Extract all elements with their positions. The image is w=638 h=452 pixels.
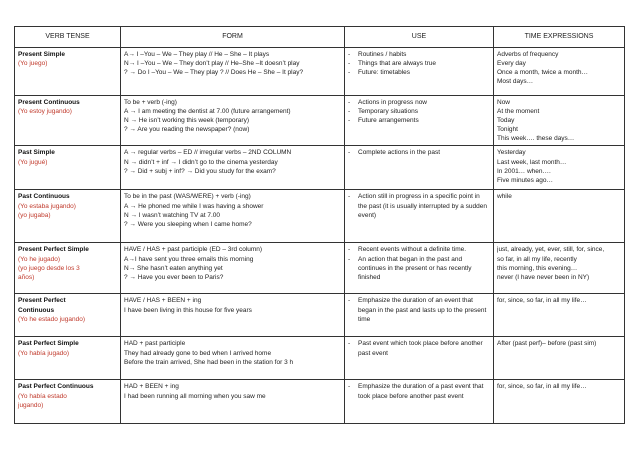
form-line: HAD + BEEN + ing	[124, 383, 179, 391]
form-line: ? → Did + subj + inf? → Did you study for the exam?	[124, 167, 276, 175]
form-line: Before the train arrived, She had been in the station for 3 h	[124, 358, 294, 366]
bullet-dash: -	[348, 69, 351, 77]
tense-cell	[15, 48, 121, 96]
use-cell	[345, 190, 494, 243]
table-row	[15, 96, 625, 146]
header-form: FORM	[121, 27, 345, 48]
form-line: ? → Are you reading the newspaper? (now)	[124, 126, 250, 134]
use-item	[348, 50, 490, 59]
use-text: Recent events without a definite time.	[358, 246, 467, 254]
tense-name: Continuous	[18, 306, 55, 314]
time-line: Most days…	[497, 78, 534, 86]
form-line: A → regular verbs – ED // irregular verbs – 2ND COLUMN	[124, 149, 292, 157]
form-line: To be + verb (-ing)	[124, 99, 177, 106]
form-cell	[121, 243, 345, 294]
form-line: N → I wasn’t watching TV at 7.00	[124, 211, 220, 219]
tense-spanish: jugando)	[18, 401, 44, 409]
form-line: HAVE / HAS + BEEN + ing	[124, 297, 202, 305]
time-line: for, since, so far, in all my life…	[497, 297, 587, 305]
table-row	[15, 337, 625, 380]
tense-spanish: (Yo había estado	[18, 392, 67, 400]
time-expressions-cell	[494, 190, 625, 243]
table-row	[15, 48, 625, 96]
form-line: A→ I –You – We – They play // He – She – It plays	[124, 51, 270, 58]
tense-spanish: (Yo estoy jugando)	[18, 108, 72, 116]
tense-cell	[15, 243, 121, 294]
tense-spanish: (Yo jugué)	[18, 158, 48, 166]
verb-tense-table	[14, 26, 625, 424]
form-line: HAVE / HAS + past participle (ED – 3rd column)	[124, 246, 263, 254]
time-line: Now	[497, 99, 511, 106]
time-line: never (I have never been in NY)	[497, 273, 590, 281]
use-text: Past event which took place before another past event	[358, 340, 483, 357]
time-line: After (past perf)– before (past sim)	[497, 340, 597, 348]
table-row	[15, 190, 625, 243]
form-line: They had already gone to bed when I arrived home	[124, 349, 272, 357]
tense-spanish: (yo jugaba)	[18, 211, 51, 219]
use-text: Complete actions in the past	[358, 149, 441, 157]
tense-spanish: (Yo he jugado)	[18, 255, 61, 263]
use-item	[348, 116, 490, 125]
time-line: This week…. these days…	[497, 135, 575, 143]
use-text: Emphasize the duration of an event that began in the past and lasts up to the present time	[358, 297, 487, 323]
tense-spanish: (Yo estaba jugando)	[18, 202, 76, 210]
time-line: At the moment	[497, 108, 540, 116]
tense-name: Past Continuous	[18, 193, 70, 201]
use-item	[348, 339, 490, 357]
time-line: Today	[497, 117, 515, 125]
tense-name: Past Perfect Simple	[18, 340, 79, 348]
form-line: A → He phoned me while I was having a shower	[124, 202, 264, 210]
use-text: Action still in progress in a specific point in the past (it is usually interrupted by a sudden event)	[358, 193, 487, 219]
use-item	[348, 255, 490, 282]
form-line: N → He isn’t working this week (temporary)	[124, 117, 249, 125]
tense-cell	[15, 294, 121, 337]
use-item	[348, 59, 490, 68]
use-cell	[345, 337, 494, 380]
bullet-dash: -	[348, 99, 351, 106]
time-line: so far, in all my life, recently	[497, 255, 577, 263]
form-line: HAD + past participle	[124, 340, 186, 348]
form-line: ? → Do I –You – We – They play ? // Does He – She – It play?	[124, 69, 304, 77]
time-line: this morning, this evening…	[497, 264, 578, 272]
form-cell	[121, 337, 345, 380]
tense-cell	[15, 190, 121, 243]
bullet-dash: -	[348, 193, 351, 201]
time-expressions-cell	[494, 294, 625, 337]
use-cell	[345, 146, 494, 190]
header-use: USE	[345, 27, 494, 48]
form-line: N→ She hasn’t eaten anything yet	[124, 264, 223, 272]
tense-spanish: años)	[18, 273, 35, 281]
header-verb-tense: VERB TENSE	[15, 27, 121, 48]
verb-tense-table-container	[14, 26, 624, 424]
time-line: for, since, so far, in all my life…	[497, 383, 587, 391]
bullet-dash: -	[348, 297, 351, 305]
use-cell	[345, 380, 494, 424]
tense-cell	[15, 380, 121, 424]
table-row	[15, 146, 625, 190]
bullet-dash: -	[348, 108, 351, 116]
table-row	[15, 380, 625, 424]
use-text: Things that are always true	[358, 60, 437, 68]
table-row	[15, 294, 625, 337]
bullet-dash: -	[348, 246, 351, 254]
table-row	[15, 243, 625, 294]
form-line: To be in the past (WAS/WERE) + verb (-ing)	[124, 193, 251, 201]
time-line: Every day	[497, 60, 526, 68]
use-cell	[345, 48, 494, 96]
form-cell	[121, 96, 345, 146]
time-line: while	[497, 193, 512, 201]
bullet-dash: -	[348, 51, 351, 58]
use-item	[348, 107, 490, 116]
tense-name: Present Perfect	[18, 297, 66, 305]
use-text: Future: timetables	[358, 69, 411, 77]
bullet-dash: -	[348, 383, 351, 391]
tense-spanish: (Yo juego)	[18, 60, 48, 68]
tense-spanish: (yo juego desde los 3	[18, 264, 80, 272]
form-line: I had been running all morning when you saw me	[124, 392, 266, 400]
use-text: Routines / habits	[358, 51, 407, 58]
time-line: Tonight	[497, 126, 518, 134]
form-cell	[121, 146, 345, 190]
tense-spanish: (Yo había jugado)	[18, 349, 70, 357]
tense-cell	[15, 337, 121, 380]
bullet-dash: -	[348, 149, 351, 157]
use-cell	[345, 96, 494, 146]
time-line: Last week, last month…	[497, 158, 567, 166]
table-body	[15, 48, 625, 424]
time-expressions-cell	[494, 96, 625, 146]
form-line: A → I am meeting the dentist at 7.00 (future arrangement)	[124, 108, 291, 116]
form-line: I have been living in this house for five years	[124, 306, 252, 314]
use-item	[348, 98, 490, 107]
time-line: Five minutes ago…	[497, 176, 553, 184]
time-line: Yesterday	[497, 149, 526, 157]
form-cell	[121, 380, 345, 424]
time-expressions-cell	[494, 243, 625, 294]
form-cell	[121, 48, 345, 96]
time-expressions-cell	[494, 380, 625, 424]
use-item	[348, 68, 490, 77]
header-row	[15, 27, 625, 48]
use-text: Actions in progress now	[358, 99, 428, 106]
form-cell	[121, 294, 345, 337]
bullet-dash: -	[348, 117, 351, 125]
bullet-dash: -	[348, 60, 351, 68]
tense-name: Past Perfect Continuous	[18, 383, 94, 391]
tense-cell	[15, 146, 121, 190]
use-cell	[345, 294, 494, 337]
form-line: N→ I –You – We – They don’t play // He–She –It doesn’t play	[124, 60, 300, 68]
use-text: Future arrangements	[358, 117, 419, 125]
form-line: ? → Were you sleeping when I came home?	[124, 220, 252, 228]
use-text: An action that began in the past and continues in the present or has recently finished	[358, 255, 472, 281]
use-cell	[345, 243, 494, 294]
use-item	[348, 382, 490, 400]
time-line: Adverbs of frequency	[497, 51, 559, 58]
tense-name: Present Simple	[18, 51, 65, 58]
time-line: Once a month, twice a month…	[497, 69, 589, 77]
bullet-dash: -	[348, 340, 351, 348]
time-expressions-cell	[494, 48, 625, 96]
header-time-expressions: TIME EXPRESSIONS	[494, 27, 625, 48]
form-cell	[121, 190, 345, 243]
bullet-dash: -	[348, 255, 351, 263]
use-item	[348, 245, 490, 254]
tense-name: Past Simple	[18, 149, 55, 157]
tense-cell	[15, 96, 121, 146]
use-text: Emphasize the duration of a past event that took place before another past event	[358, 383, 484, 400]
time-expressions-cell	[494, 337, 625, 380]
form-line: A→I have sent you three emails this morning	[124, 255, 254, 263]
time-line: just, already, yet, ever, still, for, since,	[497, 246, 605, 254]
form-line: ? → Have you ever been to Paris?	[124, 273, 224, 281]
time-expressions-cell	[494, 146, 625, 190]
use-item	[348, 296, 490, 323]
tense-name: Present Perfect Simple	[18, 246, 89, 254]
use-text: Temporary situations	[358, 108, 418, 116]
tense-spanish: (Yo he estado jugando)	[18, 315, 85, 323]
tense-name: Present Continuous	[18, 99, 80, 106]
use-item	[348, 148, 490, 157]
use-item	[348, 192, 490, 219]
time-line: In 2001… when….	[497, 167, 551, 175]
form-line: N → didn’t + inf → I didn’t go to the cinema yesterday	[124, 158, 278, 166]
